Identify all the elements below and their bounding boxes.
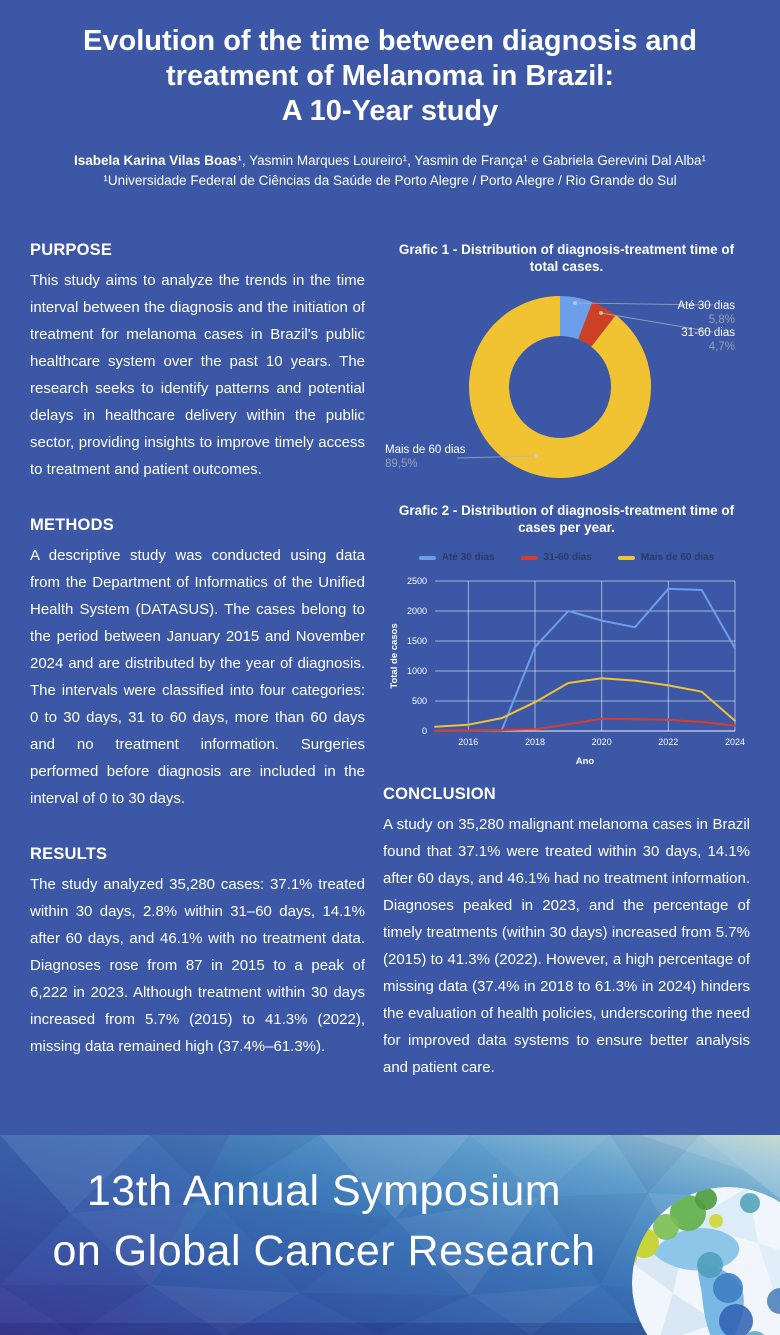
banner-line2: on Global Cancer Research <box>52 1227 596 1275</box>
legend-item <box>521 552 592 563</box>
symposium-banner <box>0 1135 780 1335</box>
x-tick-label: 2024 <box>724 737 746 747</box>
results-body: The study analyzed 35,280 cases: 37.1% treated within 30 days, 2.8% within 31–60 days, 14.1% after 60 days, and 46.1% with no treatment data. Diagnoses rose from 87 in 2015 to a peak of 6,222 in 2023. Although treatment within 30 days increased from 5.7% (2015) to 41.3% (2022), missing data remained high (37.4%–61.3%). <box>30 876 365 1055</box>
results-heading: RESULTS <box>30 845 108 863</box>
x-tick-label: 2018 <box>524 737 546 747</box>
chart2-title: Grafic 2 - Distribution of diagnosis-treatment time of cases per year. <box>398 503 735 535</box>
section-conclusion <box>383 785 750 1081</box>
y-tick-label: 1500 <box>406 636 427 646</box>
y-tick-label: 0 <box>421 726 427 736</box>
chart2-block <box>383 502 750 777</box>
line-chart <box>383 567 750 772</box>
donut-label-mais60: Mais de 60 dias <box>385 444 466 456</box>
series-line-0 <box>435 589 735 731</box>
donut-label-ate30: Até 30 dias <box>677 300 735 312</box>
y-axis-title: Total de casos <box>389 623 400 689</box>
page-title <box>0 24 780 129</box>
conclusion-heading: CONCLUSION <box>383 785 496 803</box>
legend-item <box>618 552 714 563</box>
chart1-block <box>383 241 750 492</box>
authors-line <box>0 151 780 171</box>
banner-line1: 13th Annual Symposium <box>86 1167 562 1215</box>
chart2-legend <box>383 552 750 563</box>
y-tick-label: 500 <box>411 696 427 706</box>
series-line-2 <box>435 678 735 727</box>
donut-label-3160: 31-60 dias <box>681 327 735 339</box>
legend-dash-icon <box>618 556 635 560</box>
donut-pct-ate30: 5,8% <box>708 314 735 326</box>
x-tick-label: 2020 <box>591 737 612 747</box>
donut-slices <box>469 296 651 478</box>
legend-label: Até 30 dias <box>441 552 495 563</box>
right-column <box>383 241 750 1081</box>
y-tick-label: 1000 <box>406 666 427 676</box>
chart-gridlines <box>435 581 735 731</box>
chart-series <box>435 589 735 731</box>
x-tick-label: 2022 <box>658 737 679 747</box>
x-tick-label: 2016 <box>458 737 479 747</box>
page-title-line3: A 10-Year study <box>281 95 499 127</box>
page-title-line2: treatment of Melanoma in Brazil: <box>166 60 614 92</box>
legend-label: Mais de 60 dias <box>640 552 715 563</box>
section-purpose <box>30 241 365 483</box>
page-title-line1: Evolution of the time between diagnosis and <box>83 25 697 57</box>
affiliation-line: ¹Universidade Federal de Ciências da Saúde de Porto Alegre / Porto Alegre / Rio Grande do Sul <box>103 173 677 188</box>
legend-dash-icon <box>521 556 538 560</box>
section-results <box>30 845 365 1060</box>
poster-header <box>0 0 780 191</box>
donut-pct-3160: 4,7% <box>708 341 735 353</box>
methods-body: A descriptive study was conducted using data from the Department of Informatics of the Unified Health System (DATASUS). The cases belong to the period between January 2015 and November 2024 and are distributed by the year of diagnosis. The intervals were classified into four categories: 0 to 30 days, 31 to 60 days, more than 60 days and no treatment information. Surgeries performed before diagnosis are included in the interval of 0 to 30 days. <box>30 547 365 807</box>
chart1-title: Grafic 1 - Distribution of diagnosis-treatment time of total cases. <box>398 242 735 274</box>
donut-chart <box>383 275 750 487</box>
series-line-1 <box>435 719 735 731</box>
legend-label: 31-60 dias <box>543 552 592 563</box>
conclusion-body: A study on 35,280 malignant melanoma cases in Brazil found that 37.1% were treated within 30 days, 14.1% after 60 days, and 46.1% had no treatment information. Diagnoses peaked in 2023, and the percentage of timely treatments (within 30 days) increased from 5.7% (2015) to 41.3% (2022). However, a high percentage of missing data (37.4% in 2018 to 61.3% in 2024) hinders the evaluation of health policies, underscoring the need for improved data systems to ensure better analysis and patient care. <box>383 816 750 1076</box>
legend-dash-icon <box>419 556 436 560</box>
other-authors: , Yasmin Marques Loureiro¹, Yasmin de França¹ e Gabriela Gerevini Dal Alba¹ <box>241 153 707 168</box>
left-column <box>30 241 365 1081</box>
first-author: Isabela Karina Vilas Boas¹ <box>73 153 242 168</box>
legend-item <box>419 552 495 563</box>
banner-text <box>0 1161 648 1281</box>
purpose-body: This study aims to analyze the trends in the time interval between the diagnosis and the initiation of treatment for melanoma cases in Brazil's public healthcare system over the past 10 years. The research seeks to identify patterns and potential delays in healthcare delivery within the public sector, providing insights to improve timely access to treatment and patient outcomes. <box>30 272 365 478</box>
y-tick-label: 2500 <box>406 576 427 586</box>
x-axis-title: Ano <box>575 756 595 767</box>
section-methods <box>30 516 365 812</box>
purpose-heading: PURPOSE <box>30 241 113 259</box>
donut-pct-mais60: 89,5% <box>385 458 418 470</box>
content-columns <box>0 241 780 1081</box>
y-tick-label: 2000 <box>406 606 427 616</box>
methods-heading: METHODS <box>30 516 114 534</box>
